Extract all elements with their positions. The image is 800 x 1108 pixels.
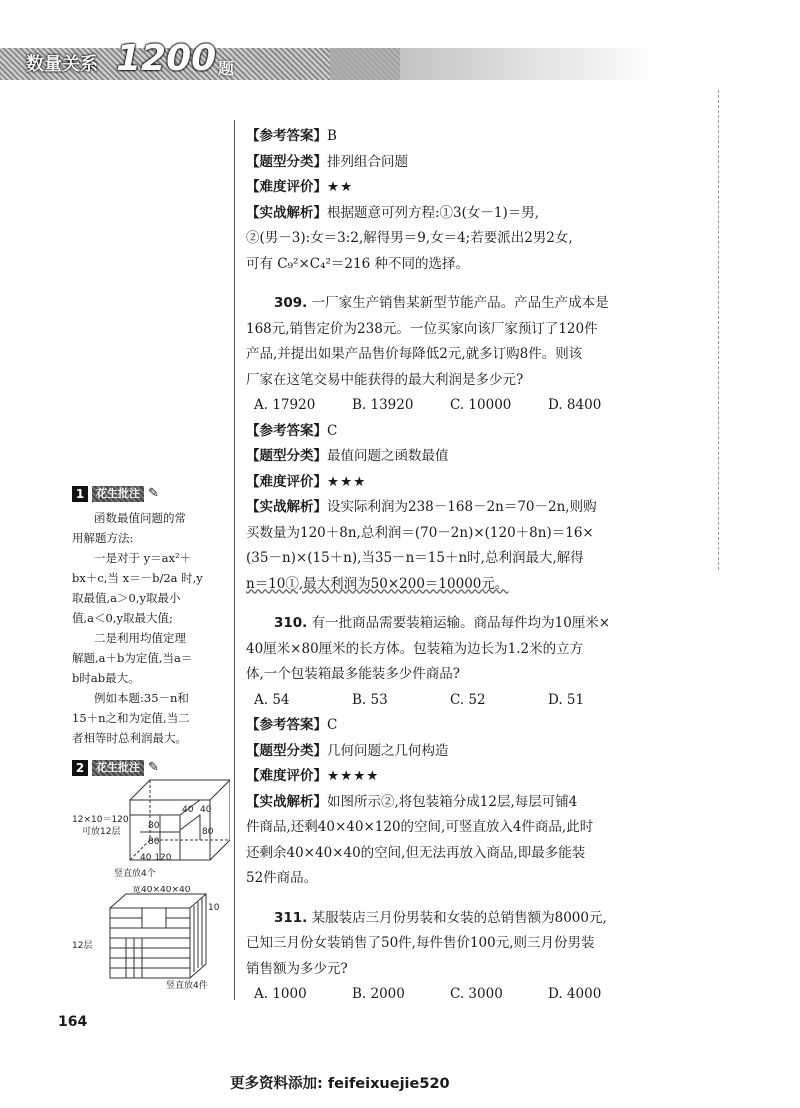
analysis-text: ②(男－3):女＝3:2,解得男＝9,女＝4;若要派出2男2女, [246,230,573,246]
analysis-label: 【实战解析】 [246,204,327,221]
note-line: 解题,a＋b为定值,当a＝ [72,651,193,665]
difficulty-label: 【难度评价】 [246,768,327,784]
question-text: 销售额为多少元? [246,960,348,977]
analysis-label: 【实战解析】 [246,499,327,515]
options [246,393,666,419]
type-value: 几何问题之几何构造 [327,742,449,759]
analysis-label: 【实战解析】 [246,793,327,810]
options [246,982,666,1008]
difficulty-label: 【难度评价】 [246,179,327,195]
analysis-text: n＝10①,最大利润为50×200＝10000元。 [246,575,509,592]
fig-label-12-layers: 可放12层 [82,827,121,837]
answer-value: C [327,422,338,439]
fig-label-80a: 80 [148,821,160,831]
question-text: 有一批商品需要装箱运输。商品每件均为10厘米× [311,615,611,631]
main-column [246,124,666,1008]
analysis-text: 根据题意可列方程:①3(女－1)＝男, [327,204,540,221]
note-line: 二是利用均值定理 [94,631,186,645]
fig2-label-10: 10 [208,903,220,913]
difficulty-stars: ★★ [327,179,354,195]
box-figure-2 [70,886,230,991]
answer-label: 【参考答案】 [246,717,327,733]
fig2-label-vertical: 竖直放4件 [166,981,208,991]
note-tag: 花生批注 [92,486,144,502]
note-line: 用解题方法: [72,531,134,545]
note-number: 1 [72,486,88,502]
option-c: C. 10000 [450,397,512,413]
option-b: B. 2000 [352,986,405,1002]
page-number: 164 [58,1014,88,1030]
question-text: 已知三月份女装销售了50件,每件售价100元,则三月份男装 [246,935,595,951]
question-text: 168元,销售定价为238元。一位买家向该厂家预订了120件 [246,320,598,337]
note-line: 值,a＜0,y取最大值; [72,611,173,625]
option-b: B. 13920 [352,397,414,413]
note-line: 取最值,a＞0,y取最小 [72,591,181,605]
option-a: A. 1000 [254,986,307,1002]
question-text: 某服装店三月份男装和女装的总销售额为8000元, [311,909,607,926]
difficulty-stars: ★★★★ [327,768,380,784]
answer-value: C [327,717,338,733]
note-line: 例如本题:35－n和 [94,691,189,705]
analysis-text: 52件商品。 [246,870,318,886]
option-c: C. 52 [450,691,486,708]
answer-value: B [327,128,337,144]
prev-answer-block [246,124,666,277]
book-number: 1200 [116,38,217,79]
note-line: 一是对于 y＝ax²＋ [94,551,192,565]
question-text: 40厘米×80厘米的长方体。包装箱为边长为1.2米的立方 [246,640,584,657]
fig2-label-width: 宽40×40×40 [132,886,191,895]
question-309 [246,291,666,597]
type-value: 排列组合问题 [327,153,408,170]
margin-divider [234,120,235,1000]
analysis-text: 如图所示②,将包装箱分成12层,每层可铺4 [327,793,578,810]
question-311 [246,906,666,1008]
pen-icon: ✎ [148,486,159,501]
option-d: D. 51 [548,691,585,708]
question-text: 一厂家生产销售某新型节能产品。产品生产成本是 [311,295,609,311]
analysis-text: 还剩余40×40×40的空间,但无法再放入商品,即最多能装 [246,844,586,861]
note-line: bx＋c,当 x＝－b/2a 时,y [72,571,203,585]
option-d: D. 8400 [548,397,602,413]
fig-label-80c: 80 [202,827,214,837]
fig-label-40b: 40 [200,805,212,815]
page-edge-marks [718,90,723,570]
question-number: 310. [274,615,308,631]
type-label: 【题型分类】 [246,448,327,464]
option-d: D. 4000 [548,986,602,1002]
option-a: A. 17920 [254,397,316,413]
type-value: 最值问题之函数最值 [327,448,449,464]
note-tag: 花生批注 [92,760,144,776]
option-c: C. 3000 [450,986,503,1002]
answer-label: 【参考答案】 [246,422,327,439]
note-number: 2 [72,760,88,776]
difficulty-label: 【难度评价】 [246,473,327,490]
header-banner-fade [330,48,660,80]
box-figure-1 [70,770,230,880]
difficulty-stars: ★★★ [327,473,367,490]
analysis-text: 设实际利润为238－168－2n＝70－2n,则购 [327,499,597,515]
footer-text: 更多资料添加: feifeixuejie520 [230,1076,450,1092]
fig-label-vertical-4: 竖直放4个 [114,869,156,879]
type-label: 【题型分类】 [246,742,327,759]
note-line: b时ab最大。 [72,671,140,685]
sidebar-notes [72,484,224,782]
pen-icon: ✎ [148,760,159,775]
question-text: 厂家在这笔交易中能获得的最大利润是多少元? [246,371,524,388]
question-text: 产品,并提出如果产品售价每降低2元,就多订购8件。则该 [246,346,583,362]
question-number: 309. [274,295,308,311]
option-b: B. 53 [352,691,388,708]
fig-label-40a: 40 [182,805,194,815]
analysis-text: 买数量为120＋8n,总利润＝(70－2n)×(120＋8n)＝16× [246,524,594,541]
book-title: 数量关系 [26,54,98,75]
options [246,688,666,714]
analysis-text: 可有 C₉²×C₄²＝216 种不同的选择。 [246,255,469,272]
analysis-text: 件商品,还剩40×40×120的空间,可竖直放入4件商品,此时 [246,819,594,835]
analysis-text: (35－n)×(15＋n),当35－n＝15＋n时,总利润最大,解得 [246,550,584,566]
fig-label-80b: 80 [148,837,160,847]
note-line: 15＋n之和为定值,当二 [72,711,190,725]
note-line: 函数最值问题的常 [94,511,186,525]
question-310 [246,611,666,892]
question-number: 311. [274,909,308,926]
book-suffix: 题 [218,59,235,78]
note-line: 者相等时总利润最大。 [72,731,187,745]
answer-label: 【参考答案】 [246,128,327,144]
fig-label-40-120: 40 120 [140,853,172,863]
note-1-header [72,484,224,504]
fig-label-12x10: 12×10＝120 [72,815,129,825]
question-text: 体,一个包装箱最多能装多少件商品? [246,666,461,682]
option-a: A. 54 [254,691,290,708]
type-label: 【题型分类】 [246,153,327,170]
fig2-label-layers: 12层 [72,941,93,951]
